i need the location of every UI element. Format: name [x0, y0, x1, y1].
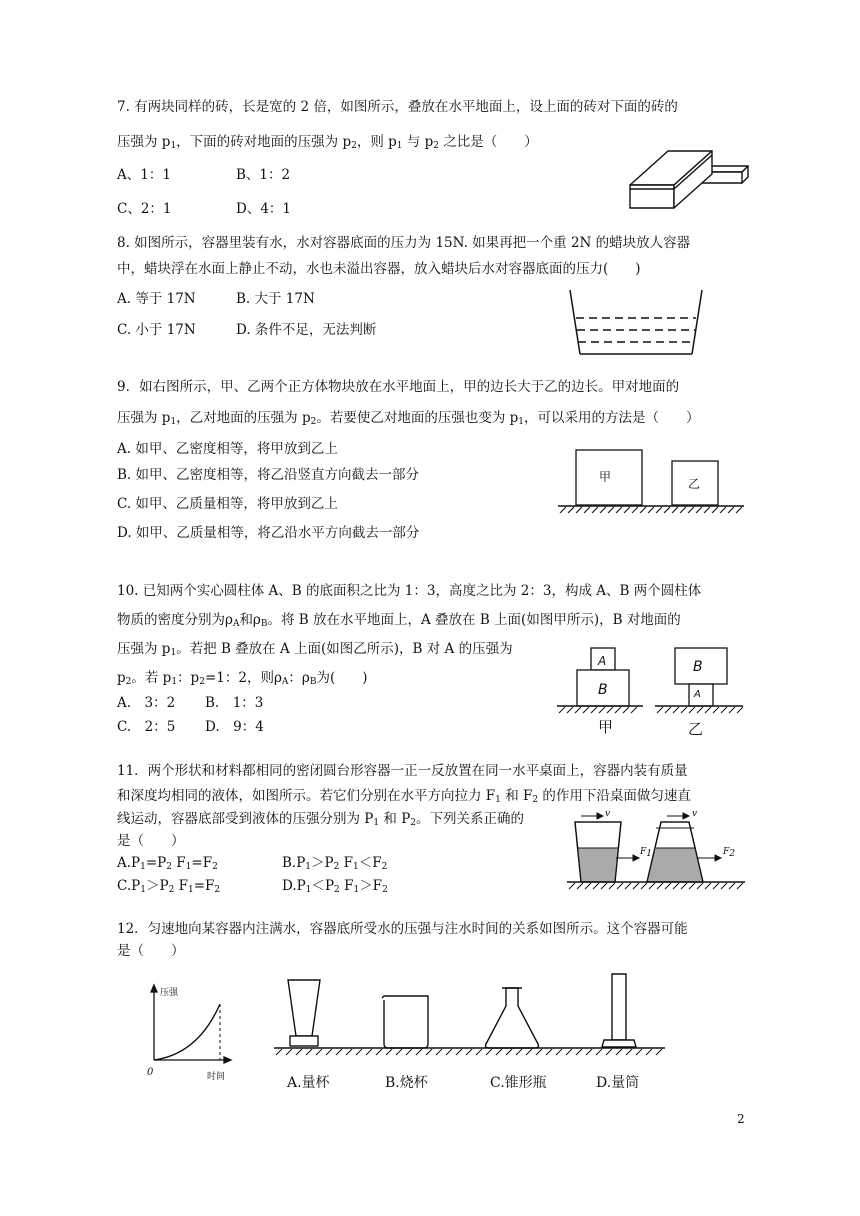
q11-containers-figure — [565, 808, 747, 894]
graduated-cylinder-base — [602, 1040, 636, 1047]
graduated-cylinder-icon — [612, 974, 626, 1040]
q9-cubes-figure — [556, 446, 746, 516]
q11-option-a[interactable]: $A.P_1=P_2$ $F_1=F_2$ — [117, 855, 218, 872]
q10-fig-jia-a-label: A — [598, 654, 607, 668]
q10-option-b[interactable]: B. 1：3 — [205, 695, 264, 711]
q12-option-b[interactable]: B.烧杯 — [385, 1075, 428, 1091]
q9-option-a[interactable]: A. 如甲、乙密度相等，将甲放到乙上 — [117, 441, 338, 457]
q11-fig-f1-label: $F_1$ — [640, 847, 652, 859]
q8-option-a[interactable]: A. 等于 17N — [117, 291, 196, 307]
q7-option-d[interactable]: D、4：1 — [236, 201, 292, 217]
q8-option-c[interactable]: C. 小于 17N — [117, 322, 196, 338]
q12-option-d[interactable]: D.量筒 — [596, 1075, 640, 1091]
measuring-cup-base — [290, 1036, 318, 1046]
q7-option-b[interactable]: B、1：2 — [236, 167, 291, 183]
q7-bricks-figure — [618, 150, 750, 214]
q10-option-a[interactable]: A. 3：2 — [117, 695, 176, 711]
q10-cylinders-figure — [555, 644, 747, 716]
ground-hatching — [569, 883, 743, 889]
q9-stem-line1: 9．如右图所示，甲、乙两个正方体物块放在水平地面上，甲的边长大于乙的边长。甲对地面的 — [117, 379, 680, 395]
q10-fig-jia-caption: 甲 — [598, 718, 614, 736]
q12-graph-ylabel: 压强 — [160, 988, 179, 998]
q11-option-c[interactable]: $C.P_1>P_2$ $F_1=F_2$ — [117, 878, 221, 895]
q12-option-a[interactable]: A.量杯 — [287, 1075, 330, 1091]
q9-stem-line2: 压强为 $p_1$，乙对地面的压强为 $p_2$。若要使乙对地面的压强也变为 $p_1$，可以采用的方法是（ ） — [117, 410, 700, 427]
page-number: 2 — [737, 1112, 745, 1126]
q10-fig-yi-a-label: A — [694, 689, 701, 700]
q10-fig-jia-b-label: B — [598, 682, 608, 698]
q9-cube-yi-label: 乙 — [688, 477, 701, 491]
q9-option-c[interactable]: C. 如甲、乙质量相等，将甲放到乙上 — [117, 496, 338, 512]
q12-stem-line2: 是（ ） — [117, 943, 185, 959]
q8-container-figure — [566, 288, 706, 358]
q10-option-c[interactable]: C. 2：5 — [117, 719, 176, 735]
beaker-icon — [382, 996, 428, 1048]
q7-option-a[interactable]: A、1：1 — [117, 167, 171, 183]
q8-stem-line1: 8. 如图所示，容器里装有水，水对容器底面的压力为 15N. 如果再把一个重 2N 的蜡块放人容器 — [117, 235, 691, 251]
q11-option-b[interactable]: $B.P_1>P_2$ $F_1<F_2$ — [282, 855, 388, 872]
measuring-cup-icon — [288, 980, 320, 1036]
q7-option-c[interactable]: C、2：1 — [117, 201, 172, 217]
q9-option-b[interactable]: B. 如甲、乙密度相等，将乙沿竖直方向截去一部分 — [117, 467, 420, 483]
q11-option-d[interactable]: $D.P_1<P_2$ $F_1>F_2$ — [282, 878, 388, 895]
q8-option-d[interactable]: D. 条件不足，无法判断 — [236, 322, 377, 338]
q10-stem-line4: $p_2$。若 $p_1$：$p_2=1$：2，则$\rho_A$：$\rho_B$为( ) — [117, 670, 368, 687]
q7-stem-line2: 压强为 $p_1$，下面的砖对地面的压强为 $p_2$，则 $p_1$ 与 $p_2$ 之比是（ ） — [117, 134, 538, 151]
pressure-curve — [154, 1004, 220, 1060]
q10-fig-yi-b-label: B — [693, 659, 703, 675]
ground-hatching — [559, 707, 743, 713]
q11-stem-line4: 是（ ） — [117, 833, 185, 849]
q10-stem-line1: 10. 已知两个实心圆柱体 A、B 的底面积之比为 1：3，高度之比为 2：3，构成 A、B 两个圆柱体 — [117, 583, 702, 599]
q10-stem-line2: 物质的密度分别为$\rho_A$和$\rho_B$。将 B 放在水平地面上，A 叠放在 B 上面(如图甲所示)，B 对地面的 — [117, 612, 681, 629]
q9-cube-jia-label: 甲 — [599, 470, 612, 484]
q9-option-d[interactable]: D. 如甲、乙质量相等，将乙沿水平方向截去一部分 — [117, 525, 420, 541]
q11-stem-line2: 和深度均相同的液体，如图所示。若它们分别在水平方向拉力 $F_1$ 和 $F_2$ 的作用下沿桌面做匀速直 — [117, 788, 691, 805]
q12-vessels-figure — [272, 970, 667, 1060]
q8-stem-line2: 中，蜡块浮在水面上静止不动，水也未溢出容器，放入蜡块后水对容器底面的压力( ) — [117, 261, 641, 277]
q10-stem-line3: 压强为 $p_1$。若把 B 叠放在 A 上面(如图乙所示)，B 对 A 的压强为 — [117, 641, 513, 658]
q11-stem-line3: 线运动，容器底部受到液体的压强分别为 $P_1$ 和 $P_2$。下列关系正确的 — [117, 811, 525, 828]
q10-option-d[interactable]: D. 9：4 — [205, 719, 264, 735]
q12-graph-xlabel: 时间 — [207, 1072, 226, 1082]
q12-option-c[interactable]: C.锥形瓶 — [490, 1075, 547, 1091]
q12-stem-line1: 12．匀速地向某容器内注满水，容器底所受水的压强与注水时间的关系如图所示。这个容器可能 — [117, 921, 688, 937]
q11-fig-v-label-left: v — [605, 809, 611, 819]
q7-stem-line1: 7. 有两块同样的砖，长是宽的 2 倍，如图所示，叠放在水平地面上，设上面的砖对下面的砖的 — [117, 99, 678, 115]
conical-flask-icon — [486, 988, 539, 1048]
ground-hatching — [276, 1049, 662, 1055]
ground-hatching — [560, 507, 742, 513]
q10-fig-yi-caption: 乙 — [688, 720, 704, 738]
q11-stem-line1: 11．两个形状和材料都相同的密闭圆台形容器一正一反放置在同一水平桌面上，容器内装有质量 — [117, 763, 688, 779]
q11-fig-f2-label: $F_2$ — [723, 847, 735, 859]
q11-fig-v-label-right: v — [692, 809, 698, 819]
q12-graph-origin: 0 — [147, 1067, 154, 1078]
q8-option-b[interactable]: B. 大于 17N — [236, 291, 315, 307]
